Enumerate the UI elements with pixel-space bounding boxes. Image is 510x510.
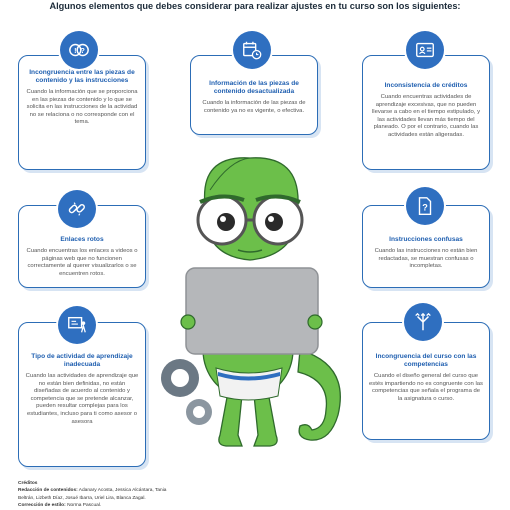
credits-content-names-2: Beltrán, Lizbeth Díaz, Josué Ibarra, Uriel Lira, Blanca Zagal. (18, 495, 146, 501)
svg-text:?: ? (80, 45, 85, 55)
page-title: Algunos elementos que debes considerar para realizar ajustes en tu curso son los siguientes: (49, 1, 461, 11)
id-card-icon (406, 31, 444, 69)
card-title: Incongruencia del curso con las competencias (375, 353, 477, 368)
presentation-board-icon (58, 306, 96, 344)
card-title: Incongruencia entre las piezas de contenido y las instrucciones (29, 69, 135, 84)
credits-style-names: Norma Pascual. (67, 503, 102, 509)
card-activity-type (18, 322, 146, 467)
credits-style-label: Corrección de estilo: (18, 503, 66, 509)
card-text: Cuando la información de las piezas de contenido ya no es vigente, o efectiva. (202, 100, 306, 114)
credits-content-names: Adanary Acosta, Jessica Alcántara, Tania (78, 488, 167, 494)
card-title: Enlaces rotos (60, 236, 104, 243)
credits-content-label: Redacción de contenidos: (18, 488, 78, 494)
calendar-clock-icon (233, 31, 271, 69)
card-title: Instrucciones confusas (389, 236, 463, 243)
svg-text:!: ! (74, 45, 77, 55)
card-credit-inconsistency (362, 55, 490, 170)
diverging-arrows-icon (404, 303, 442, 341)
svg-text:?: ? (422, 202, 428, 213)
broken-link-icon (58, 190, 96, 228)
card-text: Cuando encuentras los enlaces a videos o páginas web que no funcionen correctamente al querer visualizarlos o se encuentren rotos. (26, 248, 138, 277)
card-title: Inconsistencia de créditos (384, 82, 468, 89)
card-text: Cuando las actividades de aprendizaje que no están bien definidas, no están diseñadas de acuerdo al contenido y competencia que se pretende alcanzar, pueden resultar complejas para los estudiantes, incluso para ti como asesor o asesora (25, 373, 139, 425)
card-title: Tipo de actividad de aprendizaje inadecuada (31, 353, 133, 368)
question-exclamation-icon (60, 31, 98, 69)
credits-block (18, 480, 166, 510)
card-content-incongruence (18, 55, 146, 170)
document-question-icon (406, 187, 444, 225)
credits-heading: Créditos (18, 481, 38, 486)
gear-icon (161, 359, 212, 425)
card-text: Cuando encuentras actividades de aprendizaje excesivas, que no pueden llevarse a cabo en el tiempo estipulado, y las actividades llevan más tiempo del planeado. O por el contrario, cuando las actividades están aligeradas. (371, 94, 481, 138)
chameleon-mascot-illustration (150, 150, 360, 480)
card-text: Cuando las instrucciones no están bien redactadas, se muestran confusas o incompletas. (374, 248, 478, 270)
card-title: Información de las piezas de contenido desactualizada (209, 80, 299, 95)
card-text: Cuando la información que se proporciona en las piezas de contenido y lo que se solicita en las instrucciones de la actividad no se relaciona o no corresponde con el tema. (26, 89, 138, 126)
card-text: Cuando el diseño general del curso que estés impartiendo no es congruente con las competencias que señala el programa de la asignatura o curso. (369, 373, 483, 402)
